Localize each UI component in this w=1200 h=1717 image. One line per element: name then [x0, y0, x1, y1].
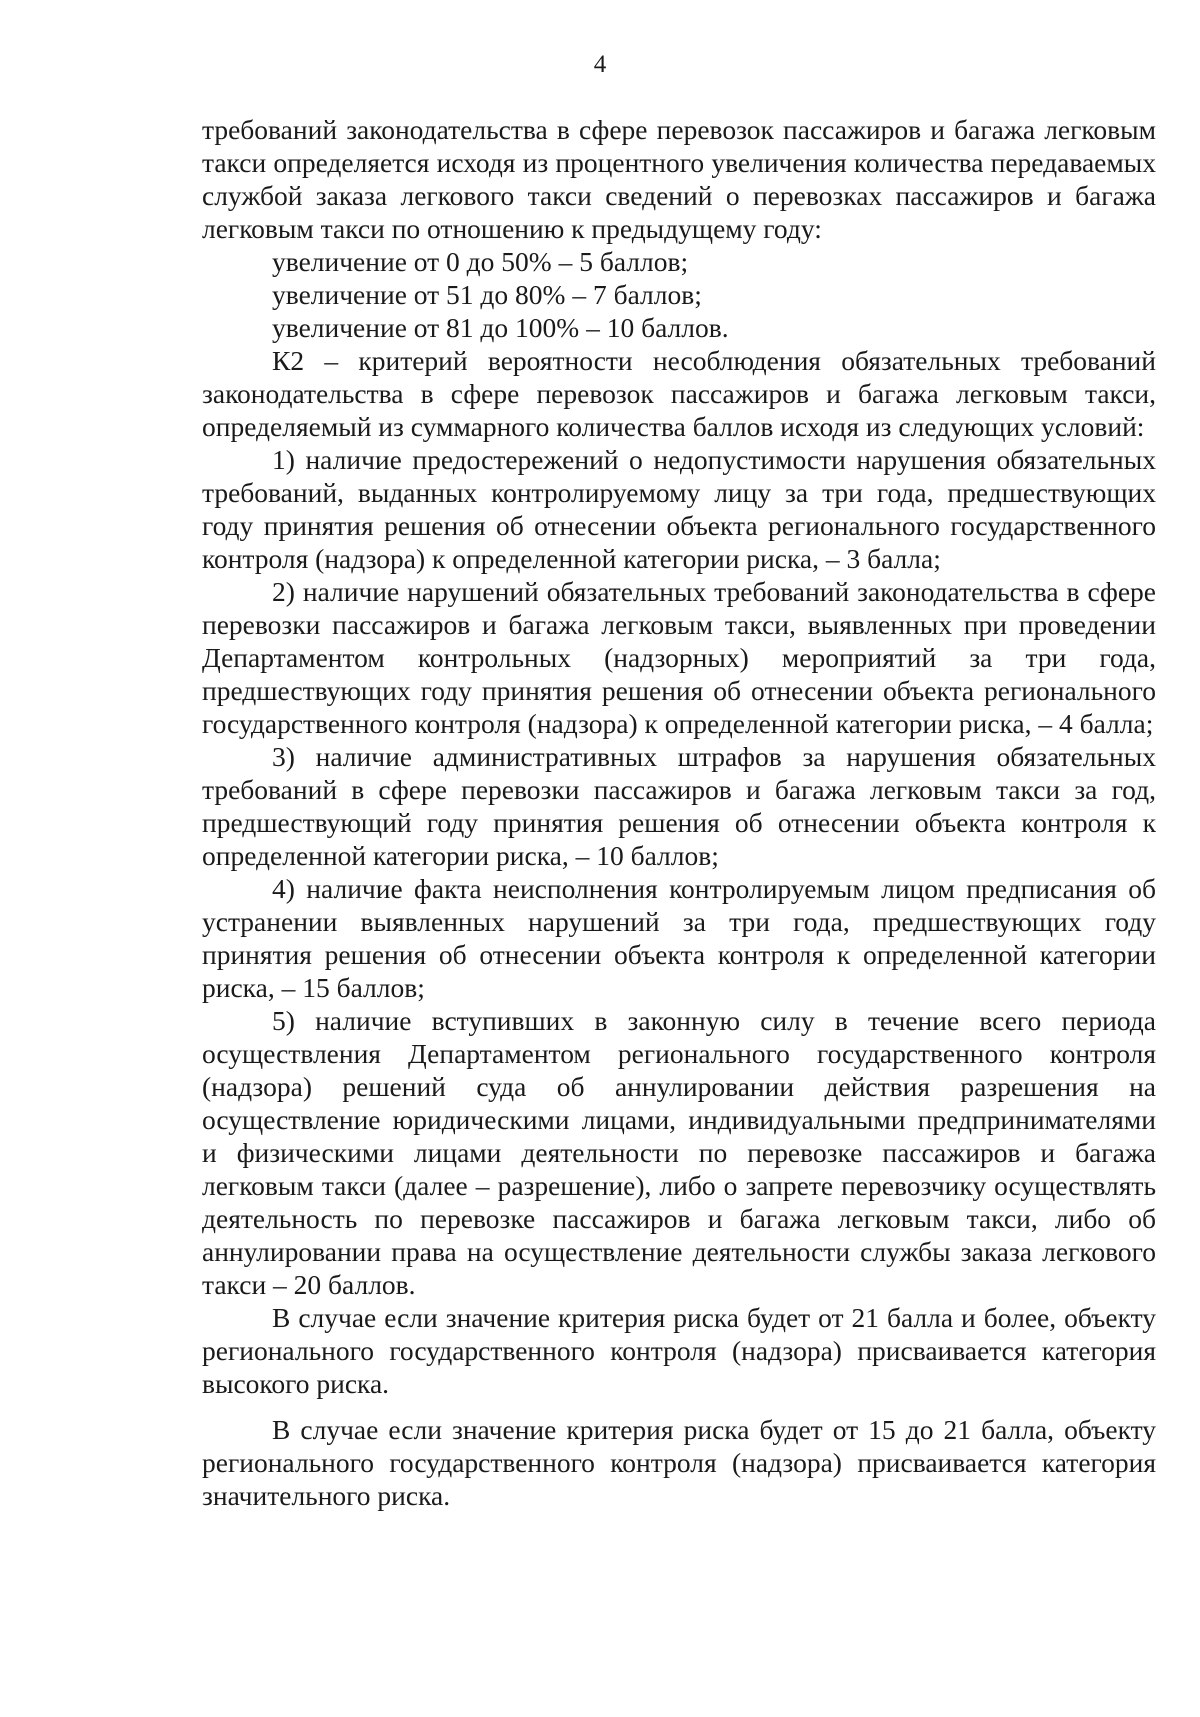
paragraph-condition-1: 1) наличие предостережений о недопустимости нарушения обязательных требований, выданных контролируемому лицу за три года, предшествующих году принятия решения об отнесении объекта регионального государственного контроля (надзора) к определенной категории риска, – 3 балла;: [202, 444, 1156, 574]
page-number: 4: [593, 51, 607, 78]
paragraph-condition-3: 3) наличие административных штрафов за нарушения обязательных требований в сфере перевозки пассажиров и багажа легковым такси за год, предшествующий году принятия решения об отнесении объекта контроля к определенной категории риска, – 10 баллов;: [202, 741, 1156, 871]
paragraph-increase-0-50: увеличение от 0 до 50% – 5 баллов;: [272, 246, 689, 277]
paragraph-continuation: требований законодательства в сфере перевозок пассажиров и багажа легковым такси определяется исходя из процентного увеличения количества передаваемых службой заказа легкового такси сведений о перевозках пассажиров и багажа легковым такси по отношению к предыдущему году:: [202, 114, 1156, 244]
paragraph-condition-2: 2) наличие нарушений обязательных требований законодательства в сфере перевозки пассажиров и багажа легковым такси, выявленных при проведении Департаментом контрольных (надзорных) мероприятий за три года, предшествующих году принятия решения об отнесении объекта регионального государственного контроля (надзора) к определенной категории риска, – 4 балла;: [202, 576, 1156, 739]
paragraph-condition-4: 4) наличие факта неисполнения контролируемым лицом предписания об устранении выявленных нарушений за три года, предшествующих году принятия решения об отнесении объекта контроля к определенной категории риска, – 15 баллов;: [202, 873, 1156, 1003]
paragraph-condition-5: 5) наличие вступивших в законную силу в течение всего периода осуществления Департаментом регионального государственного контроля (надзора) решений суда об аннулировании действия разрешения на осуществление юридическими лицами, индивидуальными предпринимателями и физическими лицами деятельности по перевозке пассажиров и багажа легковым такси (далее – разрешение), либо о запрете перевозчику осуществлять деятельность по перевозке пассажиров и багажа легковым такси, либо об аннулировании права на осуществление деятельности службы заказа легкового такси – 20 баллов.: [202, 1005, 1156, 1300]
paragraph-k2-criterion: К2 – критерий вероятности несоблюдения обязательных требований законодательства в сфере перевозок пассажиров и багажа легковым такси, определяемый из суммарного количества баллов исходя из следующих условий:: [202, 345, 1156, 442]
paragraph-high-risk: В случае если значение критерия риска будет от 21 балла и более, объекту регионального государственного контроля (надзора) присваивается категория высокого риска.: [202, 1302, 1156, 1399]
paragraph-significant-risk: В случае если значение критерия риска будет от 15 до 21 балла, объекту регионального государственного контроля (надзора) присваивается категория значительного риска.: [202, 1414, 1156, 1511]
document-body: [202, 113, 1156, 1512]
paragraph-increase-81-100: увеличение от 81 до 100% – 10 баллов.: [272, 312, 729, 343]
paragraph-increase-51-80: увеличение от 51 до 80% – 7 баллов;: [272, 279, 702, 310]
